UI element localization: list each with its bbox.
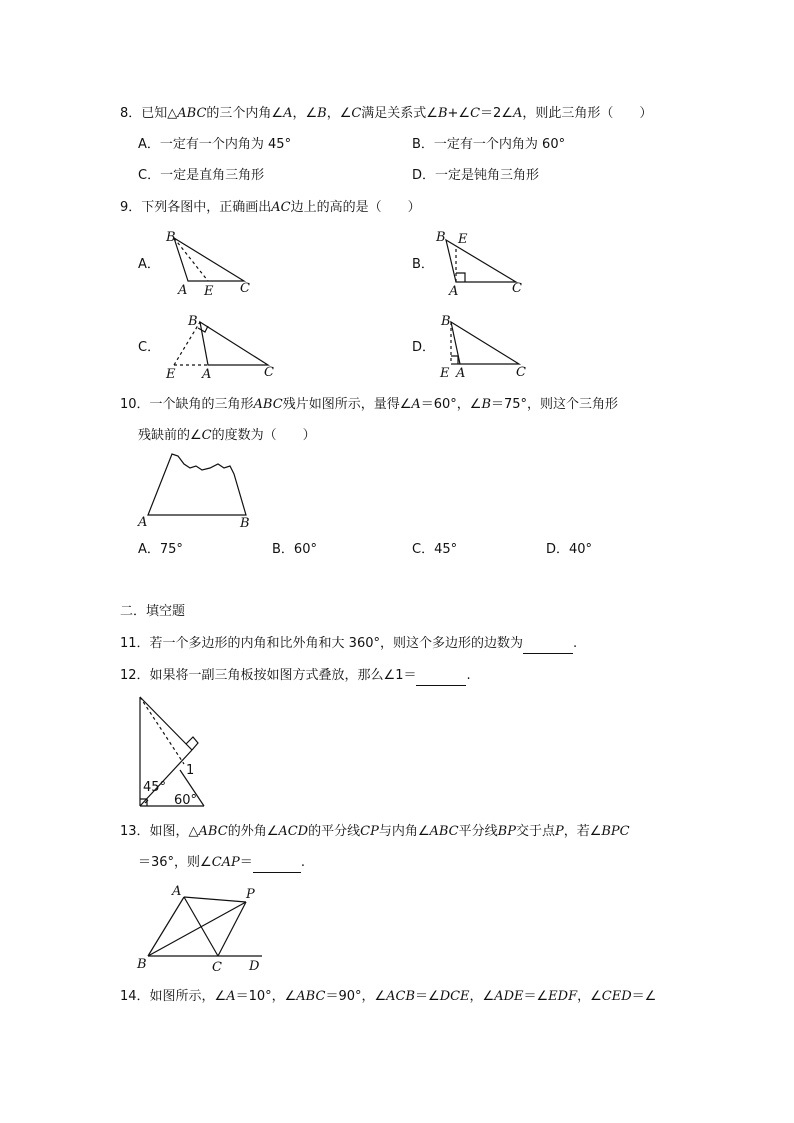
q8-text-2: 的三个内角∠ [206,106,284,121]
q13-label-d: D [249,959,260,974]
q13-text-2: 的外角∠ [227,824,279,839]
q9-text-2: 边上的高的是（ ） [290,200,421,215]
q8-angle-b2: B [437,106,448,121]
q14-text-8: ＝∠ [631,989,657,1004]
q9a-label-e: E [204,284,214,299]
q10-angle-a: A [411,397,421,412]
q9-text-1: 9．下列各图中，正确画出 [120,200,272,215]
q14-angle-a: A [226,989,236,1004]
question-9-stem [120,198,421,218]
q8-option-d[interactable]: D．一定是钝角三角形 [412,168,540,183]
question-11 [120,634,577,654]
q12-answer-blank[interactable] [416,671,466,686]
q10-text-2: 残片如图所示，量得∠ [282,397,412,412]
q8-triangle-name: ABC [177,106,207,121]
q14-text-7: ，∠ [577,989,602,1004]
question-10-stem-line-1 [120,395,618,415]
q14-angle-ced: CED [601,989,632,1004]
q13-bisector-figure [134,880,269,975]
q9b-label-e: E [458,232,468,247]
question-14-stem [120,987,656,1007]
q10-label-a: A [138,515,148,530]
q10-option-b[interactable]: B．60° [272,542,317,557]
q8-angle-a: A [283,106,293,121]
q8-angle-a2: A [512,106,523,121]
q14-text-3: ＝90°，∠ [325,989,387,1004]
q8-text-1: 8．已知△ [120,106,178,121]
q8-text-6: +∠ [447,106,471,121]
q12-text: 12．如果将一副三角板按如图方式叠放，那么∠1＝ [120,668,417,683]
q10-angle-c: C [201,428,212,443]
q12-label-60-degrees: 60° [174,793,198,808]
q13-line-cp: CP [360,824,379,839]
q8-angle-b: B [317,106,327,121]
q13-text-7: ，若∠ [563,824,602,839]
q13-label-b: B [137,957,147,972]
q13-angle-cap: CAP [211,855,240,870]
q10-label-b: B [240,516,250,531]
q9c-label-b: B [188,314,198,329]
q13-label-p: P [246,887,255,902]
q14-text-1: 14．如图所示，∠ [120,989,227,1004]
question-12 [120,666,471,686]
q13-angle-acd: ACD [278,824,309,839]
q13-label-a: A [172,884,182,899]
q10-text-6: 的度数为（ ） [211,428,316,443]
q8-option-b[interactable]: B．一定有一个内角为 60° [412,137,566,152]
q10-option-c[interactable]: C．45° [412,542,458,557]
q9d-label-c: C [516,365,526,380]
q9-option-c[interactable]: C． [138,340,161,355]
q8-text-4: ，∠ [326,106,352,121]
q9c-label-e: E [166,367,176,382]
q13-text-4: 与内角∠ [378,824,430,839]
q8-text-3: ，∠ [292,106,318,121]
q13-triangle-name: ABC [198,824,228,839]
q9-option-a[interactable]: A． [138,257,160,272]
q12-end: . [466,668,471,683]
q14-angle-edf: EDF [548,989,578,1004]
q9-option-d[interactable]: D． [412,340,436,355]
q10-text-5: 残缺前的∠ [138,428,202,443]
question-10-stem-line-2 [138,426,316,446]
q13-text-3: 的平分线 [308,824,361,839]
q14-text-6: ＝∠ [523,989,549,1004]
q9-figure-a [160,228,260,300]
q13-angle-abc: ABC [429,824,459,839]
q14-angle-dce: DCE [439,989,470,1004]
q14-text-4: ＝∠ [415,989,440,1004]
q9b-label-b: B [436,230,446,245]
q8-option-c[interactable]: C．一定是直角三角形 [138,168,265,183]
q8-text-7: ＝2∠ [480,106,513,121]
q8-angle-c: C [351,106,362,121]
q13-label-c: C [212,960,222,975]
question-13-stem-line-1 [120,822,630,842]
q9-figure-d [432,308,537,383]
q10-text-3: ＝60°，∠ [420,397,482,412]
q9d-label-e: E [440,366,450,381]
q10-angle-b: B [481,397,491,412]
q12-label-45-degrees: 45° [143,780,167,795]
q8-option-a[interactable]: A．一定有一个内角为 45° [138,137,292,152]
q10-text-4: ＝75°，则这个三角形 [491,397,619,412]
q9a-label-c: C [240,281,250,296]
q8-text-8: ，则此三角形（ ） [522,106,653,121]
q13-point-p: P [554,824,564,839]
q10-option-a[interactable]: A．75° [138,542,183,557]
q9d-label-b: B [441,314,451,329]
q9-figure-c [160,308,290,383]
q10-broken-triangle-figure [134,448,259,533]
q9d-label-a: A [456,366,466,381]
q14-angle-ade: ADE [494,989,524,1004]
q11-text: 11．若一个多边形的内角和比外角和大 360°，则这个多边形的边数为 [120,636,523,651]
q13-end: . [300,855,305,870]
q13-text-6: 交于点 [515,824,555,839]
q9a-label-a: A [178,283,188,298]
q10-option-d[interactable]: D．40° [546,542,593,557]
section-2-title: 二．填空题 [120,604,186,619]
q13-answer-blank[interactable] [253,858,301,873]
q9b-label-a: A [449,284,459,299]
q8-angle-c2: C [470,106,481,121]
q14-text-5: ，∠ [469,989,495,1004]
q13-line-bp: BP [497,824,516,839]
q10-text-1: 10．一个缺角的三角形 [120,397,254,412]
q9c-label-a: A [202,367,212,382]
q13-text-9: ＝ [239,855,253,870]
q11-end: . [573,636,578,651]
q12-set-squares-figure [132,692,212,812]
q9c-label-c: C [264,365,274,380]
q9-figure-b [432,228,532,300]
q11-answer-blank[interactable] [523,639,573,654]
question-8-stem [120,104,652,124]
q9-side-ac: AC [271,200,291,215]
q9b-label-c: C [512,281,522,296]
q12-label-angle-1: 1 [186,763,195,778]
q9a-label-b: B [166,230,176,245]
q13-angle-bpc: BPC [601,824,630,839]
q14-angle-abc: ABC [296,989,326,1004]
question-13-stem-line-2 [138,853,305,873]
q14-text-2: ＝10°，∠ [235,989,297,1004]
q10-triangle-name: ABC [253,397,283,412]
q13-text-5: 平分线 [458,824,498,839]
q14-angle-acb: ACB [386,989,416,1004]
q13-text-1: 13．如图，△ [120,824,199,839]
q8-text-5: 满足关系式∠ [361,106,438,121]
q13-text-8: ＝36°，则∠ [138,855,212,870]
q9-option-b[interactable]: B． [412,257,434,272]
